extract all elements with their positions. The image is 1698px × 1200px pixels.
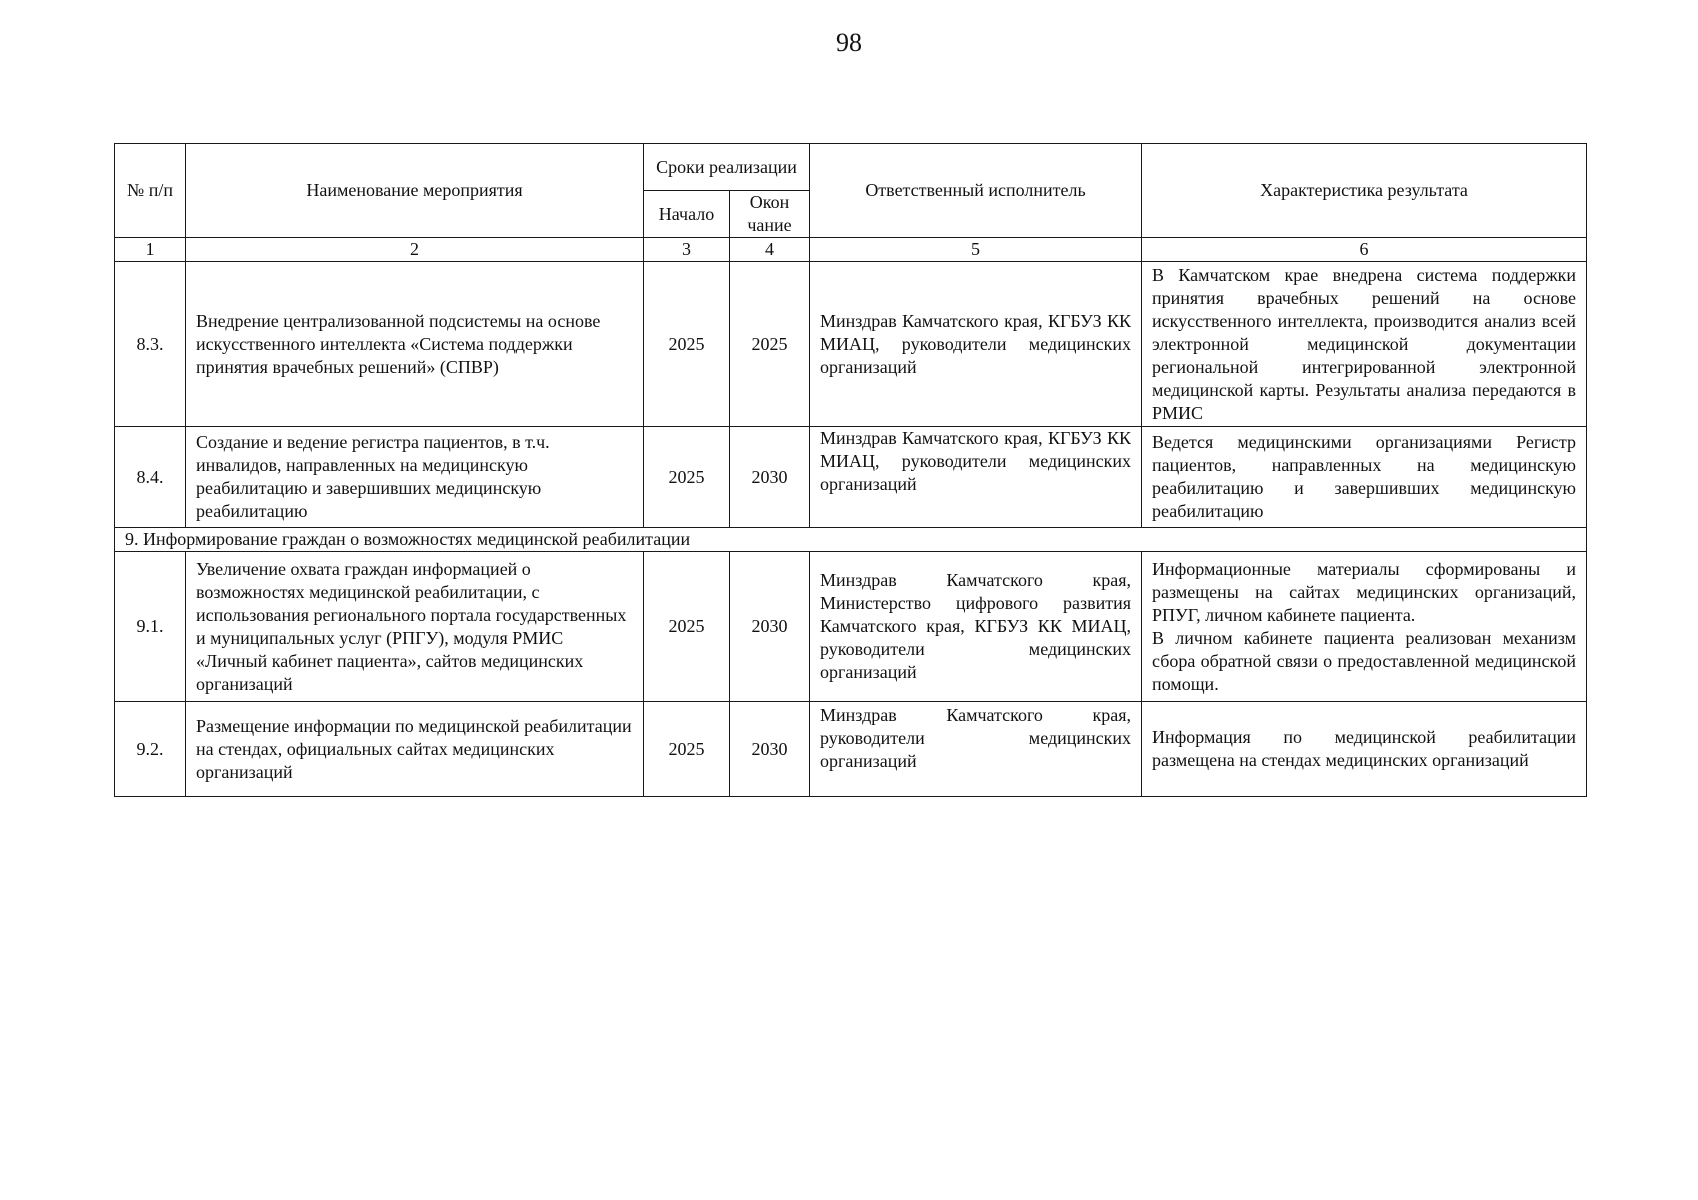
column-number: 5 xyxy=(810,238,1142,262)
column-number: 6 xyxy=(1142,238,1587,262)
column-number: 2 xyxy=(186,238,644,262)
row-start: 2025 xyxy=(644,427,730,528)
row-end: 2030 xyxy=(730,427,810,528)
table-row xyxy=(115,262,1587,427)
row-name: Создание и ведение регистра пациентов, в т.ч. инвалидов, направленных на медицинскую реабилитацию и завершивших медицинскую реабилитацию xyxy=(186,427,644,528)
row-name: Увеличение охвата граждан информацией о возможностях медицинской реабилитации, с использования регионального портала государственных и муниципальных услуг (РПГУ), модуля РМИС «Личный кабинет пациента», сайтов медицинских организаций xyxy=(186,552,644,702)
row-name: Внедрение централизованной подсистемы на основе искусственного интеллекта «Система поддержки принятия врачебных решений» (СПВР) xyxy=(186,262,644,427)
header-responsible: Ответственный исполнитель xyxy=(810,144,1142,238)
row-start: 2025 xyxy=(644,262,730,427)
row-result: Информация по медицинской реабилитации размещена на стендах медицинских организаций xyxy=(1142,702,1587,797)
row-number: 9.2. xyxy=(115,702,186,797)
row-result-paragraph: Информационные материалы сформированы и размещены на сайтах медицинских организаций, РПУГ, личном кабинете пациента. xyxy=(1152,558,1577,625)
row-responsible: Минздрав Камчатского края, КГБУЗ КК МИАЦ, руководители медицинских организаций xyxy=(810,262,1142,427)
header-result: Характеристика результата xyxy=(1142,144,1587,238)
row-result: В Камчатском крае внедрена система поддержки принятия врачебных решений на основе искусственного интеллекта, производится анализ всей электронной медицинской документации региональной интегрированной электронной медицинской карты. Результаты анализа передаются в РМИС xyxy=(1142,262,1587,427)
row-number: 9.1. xyxy=(115,552,186,702)
row-start: 2025 xyxy=(644,552,730,702)
column-number: 4 xyxy=(730,238,810,262)
section-row xyxy=(115,528,1587,552)
header-terms: Сроки реализации xyxy=(644,144,810,191)
section-title: 9. Информирование граждан о возможностях медицинской реабилитации xyxy=(115,528,1587,552)
table-row xyxy=(115,702,1587,797)
row-name: Размещение информации по медицинской реабилитации на стендах, официальных сайтах медицинских организаций xyxy=(186,702,644,797)
header-end: Окон чание xyxy=(730,191,810,238)
table-row xyxy=(115,552,1587,702)
row-end: 2030 xyxy=(730,702,810,797)
row-responsible: Минздрав Камчатского края, руководители медицинских организаций xyxy=(810,702,1142,797)
column-number: 1 xyxy=(115,238,186,262)
row-result xyxy=(1142,552,1587,702)
table-row xyxy=(115,427,1587,528)
row-number: 8.4. xyxy=(115,427,186,528)
header-start: Начало xyxy=(644,191,730,238)
header-name: Наименование мероприятия xyxy=(186,144,644,238)
header-number: № п/п xyxy=(115,144,186,238)
row-start: 2025 xyxy=(644,702,730,797)
column-number: 3 xyxy=(644,238,730,262)
row-result-paragraph: В личном кабинете пациента реализован механизм сбора обратной связи о предоставленной медицинской помощи. xyxy=(1152,627,1577,694)
table-header-row xyxy=(115,144,1587,191)
row-end: 2025 xyxy=(730,262,810,427)
row-result: Ведется медицинскими организациями Регистр пациентов, направленных на медицинскую реабилитацию и завершивших медицинскую реабилитацию xyxy=(1142,427,1587,528)
row-end: 2030 xyxy=(730,552,810,702)
column-numbers-row xyxy=(115,238,1587,262)
row-number: 8.3. xyxy=(115,262,186,427)
measures-table xyxy=(114,143,1587,797)
page-number: 98 xyxy=(836,28,862,57)
row-responsible: Минздрав Камчатского края, КГБУЗ КК МИАЦ, руководители медицинских организаций xyxy=(810,427,1142,528)
row-responsible: Минздрав Камчатского края, Министерство цифрового развития Камчатского края, КГБУЗ КК МИАЦ, руководители медицинских организаций xyxy=(810,552,1142,702)
